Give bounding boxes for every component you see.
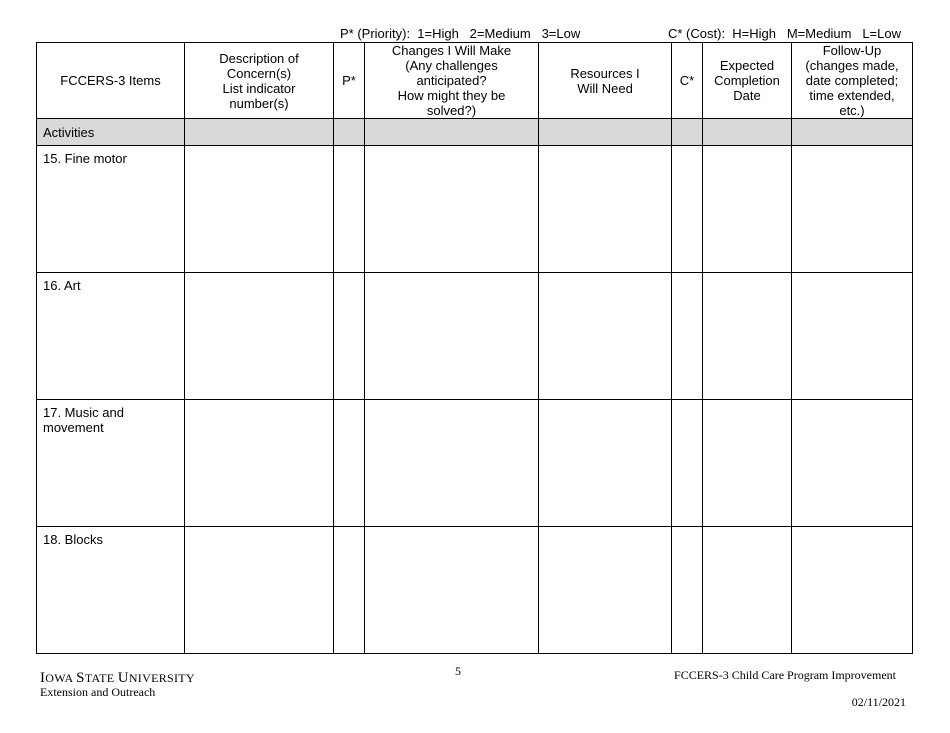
resources-cell[interactable] bbox=[539, 400, 672, 527]
section-label: Activities bbox=[37, 119, 185, 146]
completion-date-cell[interactable] bbox=[703, 273, 792, 400]
document-title: FCCERS-3 Child Care Program Improvement bbox=[674, 668, 896, 682]
priority-cell[interactable] bbox=[334, 400, 365, 527]
header-items: FCCERS-3 Items bbox=[37, 43, 185, 119]
header-completion-date: Expected Completion Date bbox=[703, 43, 792, 119]
logo-letter: S bbox=[76, 670, 85, 686]
header-follow-up: Follow-Up (changes made, date completed; time extended, etc.) bbox=[792, 43, 913, 119]
empty-cell bbox=[334, 119, 365, 146]
cost-legend: C* (Cost): H=High M=Medium L=Low bbox=[668, 26, 901, 41]
item-label: 16. Art bbox=[37, 273, 185, 400]
priority-cell[interactable] bbox=[334, 273, 365, 400]
follow-up-cell[interactable] bbox=[792, 273, 913, 400]
logo-letters: TATE bbox=[84, 671, 118, 685]
cost-cell[interactable] bbox=[672, 400, 703, 527]
empty-cell bbox=[703, 119, 792, 146]
item-label: 18. Blocks bbox=[37, 527, 185, 654]
resources-cell[interactable] bbox=[539, 527, 672, 654]
header-row bbox=[37, 43, 913, 119]
header-cost: C* bbox=[672, 43, 703, 119]
header-resources: Resources I Will Need bbox=[539, 43, 672, 119]
logo-letters: OWA bbox=[45, 671, 77, 685]
follow-up-cell[interactable] bbox=[792, 527, 913, 654]
cost-cell[interactable] bbox=[672, 146, 703, 273]
changes-cell[interactable] bbox=[365, 527, 539, 654]
description-cell[interactable] bbox=[185, 527, 334, 654]
university-name bbox=[40, 671, 195, 686]
cost-cell[interactable] bbox=[672, 273, 703, 400]
table-row bbox=[37, 146, 913, 273]
document-date: 02/11/2021 bbox=[851, 695, 906, 709]
extension-label: Extension and Outreach bbox=[40, 685, 156, 699]
description-cell[interactable] bbox=[185, 273, 334, 400]
resources-cell[interactable] bbox=[539, 146, 672, 273]
description-cell[interactable] bbox=[185, 400, 334, 527]
improvement-plan-table bbox=[36, 42, 913, 654]
changes-cell[interactable] bbox=[365, 400, 539, 527]
resources-cell[interactable] bbox=[539, 273, 672, 400]
empty-cell bbox=[365, 119, 539, 146]
university-logo bbox=[40, 671, 195, 699]
completion-date-cell[interactable] bbox=[703, 527, 792, 654]
priority-cell[interactable] bbox=[334, 146, 365, 273]
table-row bbox=[37, 400, 913, 527]
page-number: 5 bbox=[455, 664, 461, 678]
table-row bbox=[37, 527, 913, 654]
header-priority: P* bbox=[334, 43, 365, 119]
completion-date-cell[interactable] bbox=[703, 400, 792, 527]
empty-cell bbox=[185, 119, 334, 146]
follow-up-cell[interactable] bbox=[792, 146, 913, 273]
empty-cell bbox=[539, 119, 672, 146]
changes-cell[interactable] bbox=[365, 273, 539, 400]
header-description: Description of Concern(s) List indicator number(s) bbox=[185, 43, 334, 119]
description-cell[interactable] bbox=[185, 146, 334, 273]
changes-cell[interactable] bbox=[365, 146, 539, 273]
follow-up-cell[interactable] bbox=[792, 400, 913, 527]
table-row bbox=[37, 273, 913, 400]
completion-date-cell[interactable] bbox=[703, 146, 792, 273]
section-row-activities bbox=[37, 119, 913, 146]
item-label: 15. Fine motor bbox=[37, 146, 185, 273]
empty-cell bbox=[672, 119, 703, 146]
logo-letter: U bbox=[117, 670, 129, 686]
logo-letter: I bbox=[40, 670, 46, 686]
logo-letters: NIVERSITY bbox=[128, 671, 195, 685]
empty-cell bbox=[792, 119, 913, 146]
item-label: 17. Music and movement bbox=[37, 400, 185, 527]
priority-cell[interactable] bbox=[334, 527, 365, 654]
header-changes: Changes I Will Make (Any challenges anticipated? How might they be solved?) bbox=[365, 43, 539, 119]
priority-legend: P* (Priority): 1=High 2=Medium 3=Low bbox=[340, 26, 581, 41]
cost-cell[interactable] bbox=[672, 527, 703, 654]
